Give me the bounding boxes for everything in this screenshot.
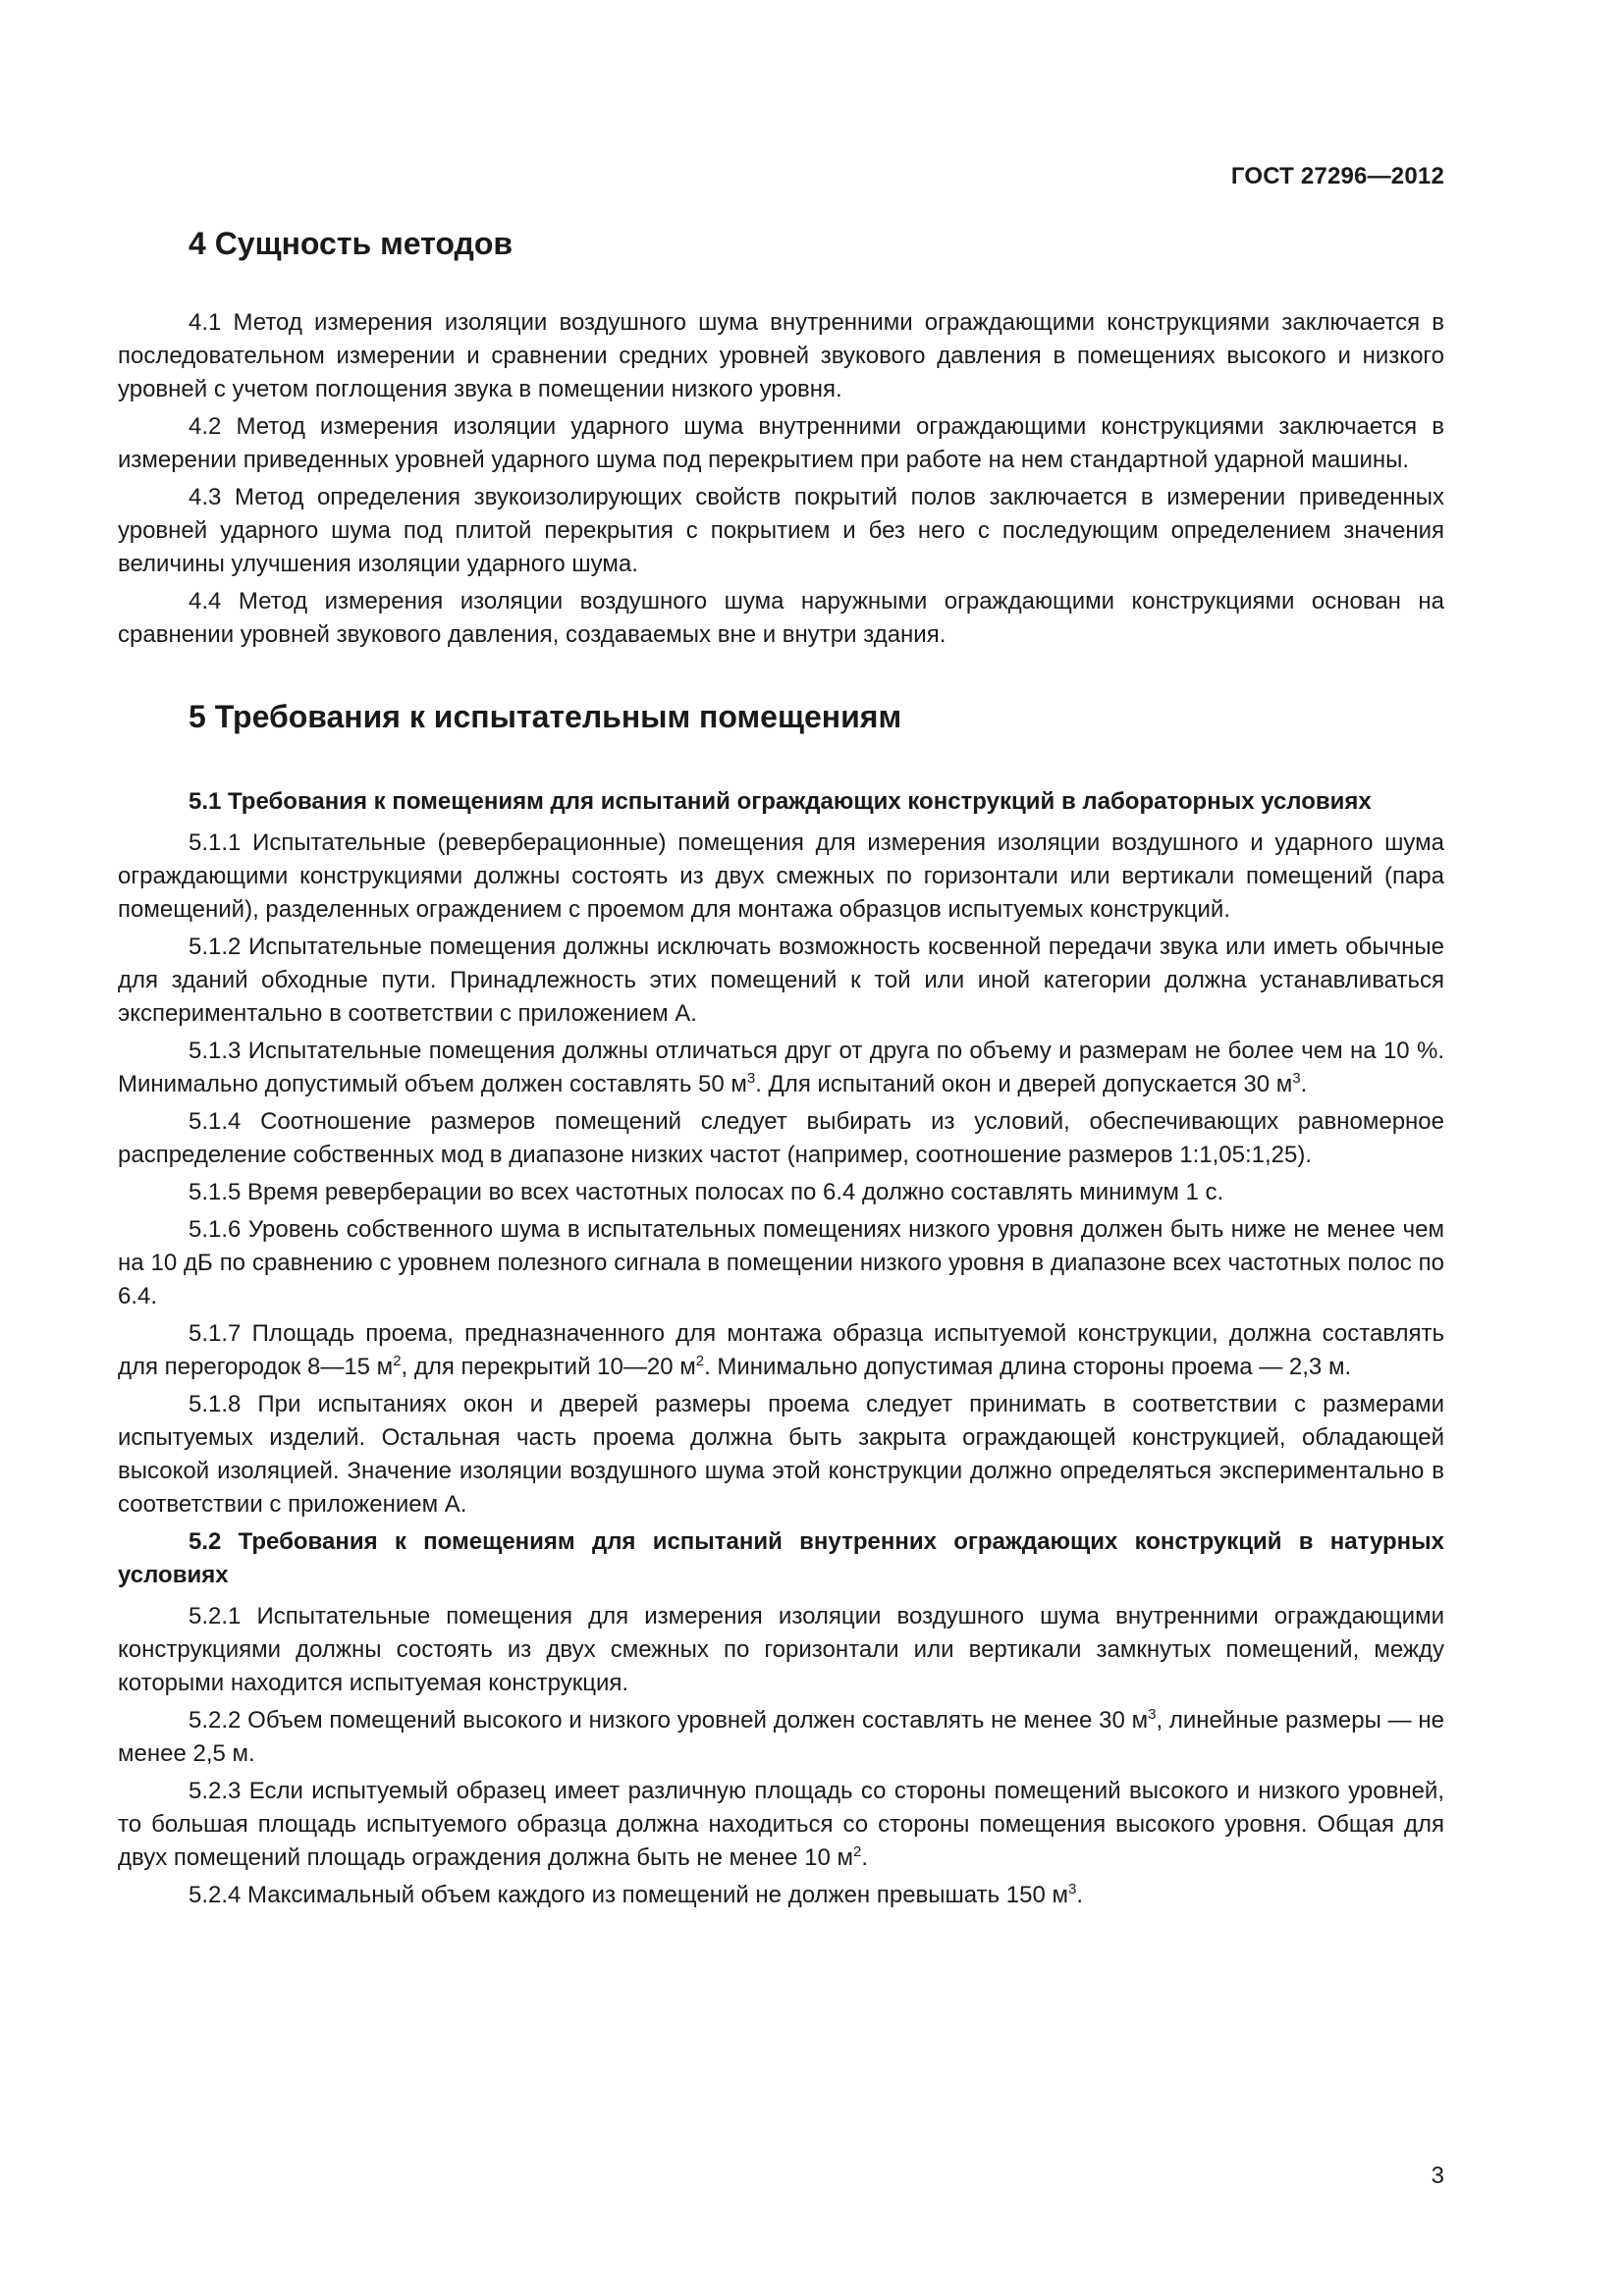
paragraph-4-3: 4.3 Метод определения звукоизолирующих свойств покрытий полов заключается в измерении приведенных уровней ударного шума под плитой перекрытия с покрытием и без него с последующим определением значения величины улучшения изоляции ударного шума. [118, 484, 1444, 577]
paragraph-4-2: 4.2 Метод измерения изоляции ударного шума внутренними ограждающими конструкциями заключается в измерении приведенных уровней ударного шума под перекрытием при работе на нем стандартной ударной машины. [118, 413, 1444, 473]
page-number: 3 [1431, 2163, 1444, 2189]
paragraph-5-2-3-part-a: 5.2.3 Если испытуемый образец имеет различную площадь со стороны помещений высокого и низкого уровней, то большая площадь испытуемого образца должна находиться со стороны помещения высокого уровня. Общая для двух помещений площадь ограждения должна быть не менее 10 м [118, 1778, 1444, 1871]
cube-exponent: 3 [1148, 1706, 1157, 1723]
paragraph-5-1-6: 5.1.6 Уровень собственного шума в испытательных помещениях низкого уровня должен быть ниже не менее чем на 10 дБ по сравнению с уровнем полезного сигнала в помещении низкого уровня в диапазоне всех частотных полос по 6.4. [118, 1216, 1444, 1309]
paragraph-5-1-7-part-c: . Минимально допустимая длина стороны проема — 2,3 м. [704, 1354, 1352, 1380]
paragraph-5-1-8: 5.1.8 При испытаниях окон и дверей размеры проема следует принимать в соответствии с размерами испытуемых изделий. Остальная часть проема должна быть закрыта ограждающей конструкцией, обладающей высокой изоляцией. Значение изоляции воздушного шума этой конструкции должно определяться экспериментально в соответствии с приложением А. [118, 1391, 1444, 1518]
section-5-title: 5 Требования к испытательным помещениям [189, 699, 902, 734]
paragraph-5-2-4 [118, 1879, 1444, 1912]
paragraph-5-1-5: 5.1.5 Время реверберации во всех частотных полосах по 6.4 должно составлять минимум 1 с. [189, 1179, 1224, 1205]
paragraph-5-2-3-part-b: . [861, 1844, 868, 1871]
paragraph-5-1-7 [118, 1317, 1444, 1384]
square-exponent: 2 [852, 1843, 862, 1860]
paragraph-5-1-3 [118, 1035, 1444, 1101]
square-exponent: 2 [695, 1353, 705, 1369]
paragraph-5-2-2-part-a: 5.2.2 Объем помещений высокого и низкого уровней должен составлять не менее 30 м [189, 1707, 1149, 1734]
paragraph-4-1: 4.1 Метод измерения изоляции воздушного шума внутренними ограждающими конструкциями заключается в последовательном измерении и сравнении средних уровней звукового давления в помещениях высокого и низкого уровней с учетом поглощения звука в помещении низкого уровня. [118, 309, 1444, 402]
section-4-title: 4 Сущность методов [189, 226, 514, 261]
cube-exponent: 3 [1068, 1881, 1077, 1897]
square-exponent: 2 [393, 1353, 402, 1369]
page-content [118, 224, 1444, 1916]
paragraph-5-1-3-part-c: . [1300, 1071, 1308, 1097]
paragraph-5-1-1: 5.1.1 Испытательные (реверберационные) помещения для измерения изоляции воздушного и ударного шума ограждающими конструкциями должны состоять из двух смежных по горизонтали или вертикали помещений (пара помещений), разделенных ограждением с проемом для монтажа образцов испытуемых конструкций. [118, 829, 1444, 923]
subsection-5-1-title: 5.1 Требования к помещениям для испытаний ограждающих конструкций в лабораторных условиях [189, 788, 1372, 815]
cube-exponent: 3 [1292, 1070, 1301, 1087]
paragraph-5-1-2: 5.1.2 Испытательные помещения должны исключать возможность косвенной передачи звука или иметь обычные для зданий обходные пути. Принадлежность этих помещений к той или иной категории должна устанавливаться экспериментально в соответствии с приложением А. [118, 934, 1444, 1027]
paragraph-5-1-7-part-a: 5.1.7 Площадь проема, предназначенного для монтажа образца испытуемой конструкции, должна составлять для перегородок 8—15 м [118, 1320, 1444, 1380]
paragraph-5-2-2-part-b: , линейные размеры — не менее 2,5 м. [118, 1707, 1444, 1767]
paragraph-5-2-1: 5.2.1 Испытательные помещения для измерения изоляции воздушного шума внутренними ограждающими конструкциями должны состоять из двух смежных по горизонтали или вертикали замкнутых помещений, между которыми находится испытуемая конструкция. [118, 1603, 1444, 1696]
paragraph-5-2-4-part-a: 5.2.4 Максимальный объем каждого из помещений не должен превышать 150 м [189, 1882, 1068, 1908]
document-code-header: ГОСТ 27296—2012 [1230, 163, 1444, 189]
paragraph-5-1-7-part-b: , для перекрытий 10—20 м [401, 1354, 696, 1380]
subsection-5-2-title: 5.2 Требования к помещениям для испытаний внутренних ограждающих конструкций в натурных условиях [118, 1528, 1444, 1588]
paragraph-5-1-4: 5.1.4 Соотношение размеров помещений следует выбирать из условий, обеспечивающих равномерное распределение собственных мод в диапазоне низких частот (например, соотношение размеров 1:1,05:1,25). [118, 1108, 1444, 1168]
paragraph-5-1-3-part-a: 5.1.3 Испытательные помещения должны отличаться друг от друга по объему и размерам не более чем на 10 %. Минимально допустимый объем должен составлять 50 м [118, 1038, 1444, 1097]
paragraph-5-2-3 [118, 1775, 1444, 1875]
paragraph-5-2-4-part-b: . [1076, 1882, 1084, 1908]
paragraph-4-4: 4.4 Метод измерения изоляции воздушного шума наружными ограждающими конструкциями основан на сравнении уровней звукового давления, создаваемых вне и внутри здания. [118, 588, 1444, 648]
paragraph-5-1-3-part-b: . Для испытаний окон и дверей допускается 30 м [755, 1071, 1293, 1097]
cube-exponent: 3 [746, 1070, 756, 1087]
paragraph-5-2-2 [118, 1704, 1444, 1771]
